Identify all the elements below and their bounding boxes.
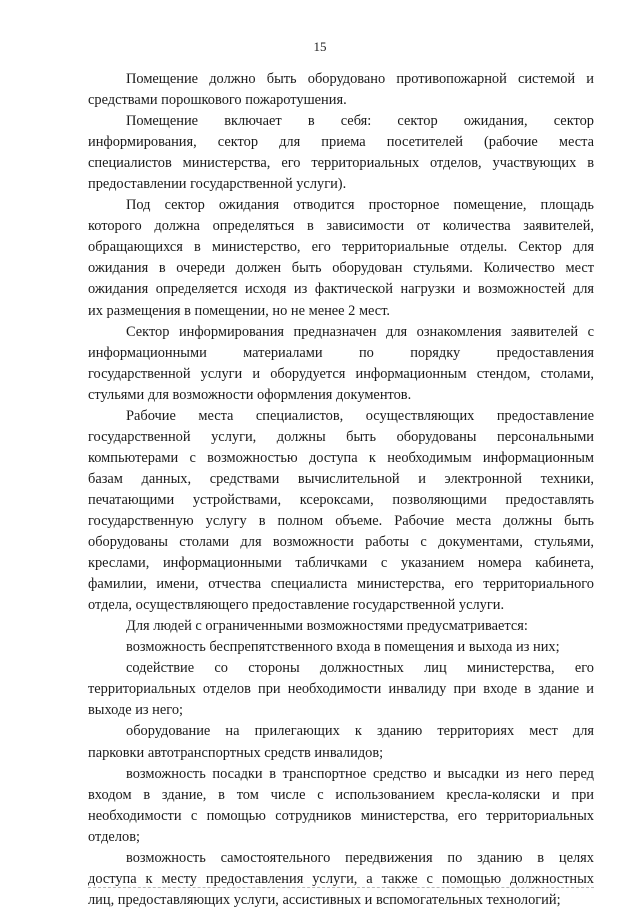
text-line: стульями для возможности оформления документов. [88, 386, 412, 403]
text-line: государственную услугу в полном объеме. Рабочие места должны быть [88, 512, 594, 529]
text-line: лиц, предоставляющих услуги, ассистивных и вспомогательных технологий; [88, 891, 561, 908]
text-line: необходимости с помощью сотрудников министерства, его территориальных [88, 807, 594, 824]
text-line: ожидания в очереди должен быть оборудован стульями. Количество мест [88, 260, 594, 277]
text-line: Сектор информирования предназначен для ознакомления заявителей с [126, 323, 594, 340]
text-line: Рабочие места специалистов, осуществляющих предоставление [126, 407, 594, 424]
text-line: информирования, сектор для приема посетителей (рабочие места [88, 134, 594, 151]
text-line: выходе из него; [88, 702, 184, 719]
text-line: печатающими устройствами, ксероксами, позволяющими предоставлять [88, 491, 594, 508]
text-line: отделов; [88, 828, 140, 845]
text-line: которого должна определяться в зависимости от количества заявителей, [88, 218, 594, 235]
text-line: Помещение должно быть оборудовано противопожарной системой и [126, 71, 594, 87]
text-line: их размещения в помещении, но не менее 2 мест. [88, 302, 390, 319]
text-line: оборудование на прилегающих к зданию территориях мест для [126, 723, 594, 740]
text-line: информационными материалами по порядку предоставления [88, 344, 594, 361]
text-line: средствами порошкового пожаротушения. [88, 92, 347, 109]
text-line: Под сектор ожидания отводится просторное помещение, площадь [126, 197, 594, 214]
text-line: отдела, осуществляющего предоставление государственной услуги. [88, 597, 505, 614]
text-line: Помещение включает в себя: сектор ожидания, сектор [126, 113, 594, 130]
text-line: парковки автотранспортных средств инвалидов; [88, 744, 384, 761]
text-line: компьютерами с возможностью доступа к необходимым информационным [88, 449, 594, 466]
text-line: креслами, информационными табличками с указанием номера кабинета, [88, 555, 594, 572]
text-line: специалистов министерства, его территориальных отделов, участвующих в [88, 155, 594, 172]
page-number: 15 [313, 39, 327, 54]
text-line: государственной услуги и оборудуется информационным стендом, столами, [88, 365, 594, 382]
text-line: входом в здание, в том числе с использованием кресла-коляски и при [88, 786, 594, 803]
text-line: содействие со стороны должностных лиц министерства, его [126, 660, 594, 677]
text-line: фамилии, имени, отчества специалиста министерства, его территориального [88, 576, 594, 593]
text-line: государственной услуги, должны быть оборудованы персональными [88, 428, 594, 445]
text-line: возможность беспрепятственного входа в помещения и выхода из них; [126, 639, 560, 656]
text-line: территориальных отделов при необходимости инвалиду при входе в здание и [88, 681, 594, 698]
text-line: ожидания определяется исходя из фактической нагрузки и возможностей для [88, 281, 594, 298]
body-text [88, 69, 594, 911]
text-line: Для людей с ограниченными возможностями предусматривается: [126, 618, 528, 635]
footer-rule [88, 887, 594, 888]
text-line: возможность посадки в транспортное средство и высадки из него перед [126, 765, 594, 782]
text-line: оборудованы столами для возможности работы с документами, стульями, [88, 534, 594, 551]
text-line: предоставлении государственной услуги). [88, 176, 347, 193]
text-line: обращающихся в министерство, его территориальные отделы. Сектор для [88, 239, 594, 256]
text-line: базам данных, средствами вычислительной и электронной техники, [88, 470, 594, 487]
text-line: возможность самостоятельного передвижения по зданию в целях [126, 849, 594, 866]
text-line: доступа к месту предоставления услуги, а также с помощью должностных [88, 870, 594, 887]
